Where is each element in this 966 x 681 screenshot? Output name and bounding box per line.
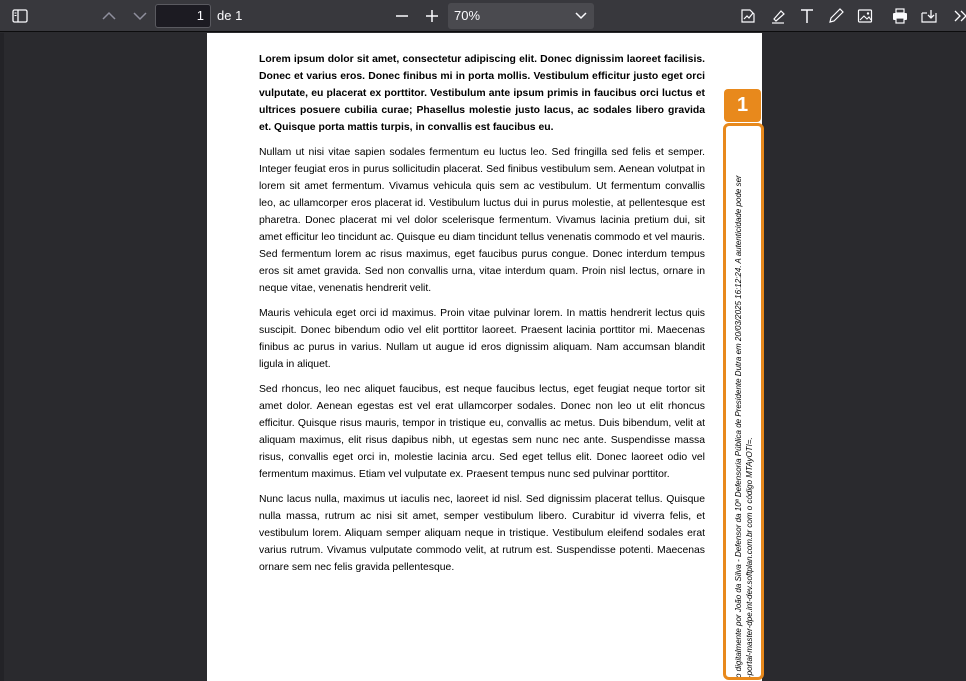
- zoom-select[interactable]: [448, 3, 594, 29]
- paragraph: Sed rhoncus, leo nec aliquet faucibus, est neque faucibus lectus, eget feugiat neque tortor sit amet dolor. Aenean egestas est vel erat ullamcorper sodales. Donec non leo ut elit rhoncus efficitur. Quisque risus mauris, tempor in tristique eu, convallis ac metus. Duis bibendum, velit at aliquam maximus, elit risus dapibus nibh, ut egestas sem nunc nec ante. Suspendisse massa risus, convallis eget orci in, molestie lacinia arcu. Sed eget tellus elit. Donec laoreet odio vel fermentum maximus. Etiam vel vulputate ex. Praesent tempus nunc sed pulvinar porttitor.: [259, 384, 705, 480]
- add-text-button[interactable]: [796, 5, 818, 27]
- text-icon: [798, 7, 816, 25]
- sidebar-edge: [0, 33, 4, 681]
- image-icon: [856, 7, 874, 25]
- zoom-out-button[interactable]: [391, 5, 413, 27]
- signature-stamp-highlight: [723, 123, 764, 680]
- print-icon: [891, 7, 909, 25]
- highlight-button[interactable]: [767, 5, 789, 27]
- annotation-badge: 1: [724, 89, 761, 122]
- page-number-input[interactable]: 1: [155, 4, 211, 28]
- more-tools-button[interactable]: [950, 5, 966, 27]
- page-content: [259, 51, 705, 584]
- chevron-down-icon: [574, 8, 588, 22]
- zoom-in-button[interactable]: [421, 5, 443, 27]
- signature-icon: [739, 7, 757, 25]
- signature-stamp-text: [733, 126, 755, 678]
- paragraph: Nullam ut nisi vitae sapien sodales fermentum eu luctus leo. Sed fringilla sed felis et semper. Integer feugiat eros in purus sollicitudin placerat. Sed finibus vestibulum sem. Aenean volutpat in lorem sit amet fermentum. Vivamus vehicula quis sem ac vestibulum. Ut fermentum convallis leo, ac ullamcorper eros placerat id. Vestibulum luctus dui in purus molestie, at pellentesque est pharetra. Donec placerat mi vel dolor scelerisque fermentum. Vivamus lacinia pretium dui, sit amet efficitur leo tincidunt ac. Quisque eu diam tincidunt tellus venenatis commodo et vel mauris. Sed fermentum lorem ac risus maximus, eget faucibus purus congue. Donec interdum tempus eros sit amet gravida. Sed non convallis urna, vitae interdum quam. Proin nisl lectus, ornare in neque vitae, venenatis hendrerit velit.: [259, 147, 705, 294]
- paragraph: Lorem ipsum dolor sit amet, consectetur adipiscing elit. Donec dignissim laoreet facilisis. Donec et varius eros. Donec finibus mi in porta mollis. Vestibulum efficitur justo eget orci vulputate, eu placerat ex porttitor. Vestibulum ante ipsum primis in faucibus orci luctus et ultrices posuere cubilia curae; Phasellus molestie justo lacus, ac sodales libero gravida et. Quisque porta mattis turpis, in convallis est faucibus eu.: [259, 54, 705, 133]
- add-image-button[interactable]: [854, 5, 876, 27]
- pen-icon: [827, 7, 845, 25]
- draw-button[interactable]: [825, 5, 847, 27]
- chevron-up-icon: [100, 7, 118, 25]
- paragraph: Nunc lacus nulla, maximus ut iaculis nec, laoreet id nisl. Sed dignissim placerat tellus. Quisque nulla massa, rutrum ac nisi sit amet, semper vestibulum libero. Curabitur id viverra felis, et vestibulum lorem. Aliquam semper aliquam neque in tristique. Vestibulum eleifend sodales erat varius rutrum. Vivamus vulputate commodo velit, at rutrum est. Suspendisse potenti. Maecenas ornare sem nec felis gravida pellentesque.: [259, 494, 705, 573]
- pdf-toolbar: [0, 0, 966, 32]
- highlight-icon: [769, 7, 787, 25]
- double-chevron-right-icon: [952, 7, 966, 25]
- plus-icon: [423, 7, 441, 25]
- chevron-down-icon: [131, 7, 149, 25]
- download-icon: [920, 7, 938, 25]
- print-button[interactable]: [889, 5, 911, 27]
- next-page-button[interactable]: [129, 5, 151, 27]
- page-count-label: de 1: [217, 8, 243, 23]
- sidebar-toggle-icon[interactable]: [9, 5, 31, 27]
- paragraph: Mauris vehicula eget orci id maximus. Proin vitae pulvinar lorem. In mattis hendrerit lectus quis suscipit. Donec bibendum odio vel elit porttitor laoreet. Praesent lacinia porttitor mi. Maecenas finibus ac purus in varius. Nullam ut augue id eros dignissim aliquam. Nam accumsan blandit ligula in aliquet.: [259, 308, 705, 370]
- save-button[interactable]: [918, 5, 940, 27]
- minus-icon: [393, 7, 411, 25]
- zoom-value: 70%: [454, 8, 481, 23]
- signature-line-2: -portal-master-dpe.int-dev.softplan.com.br com o código MTAyOTI=.: [744, 436, 754, 678]
- previous-page-button[interactable]: [98, 5, 120, 27]
- pdf-page: [207, 33, 762, 681]
- sign-button[interactable]: [737, 5, 759, 27]
- signature-line-1: o digitalmente por João da Silva - Defensor da 10ª Defensoria Pública de Presidente Dutra em 20/03/2025 16:12:24. A autenticidade pode ser: [733, 174, 743, 678]
